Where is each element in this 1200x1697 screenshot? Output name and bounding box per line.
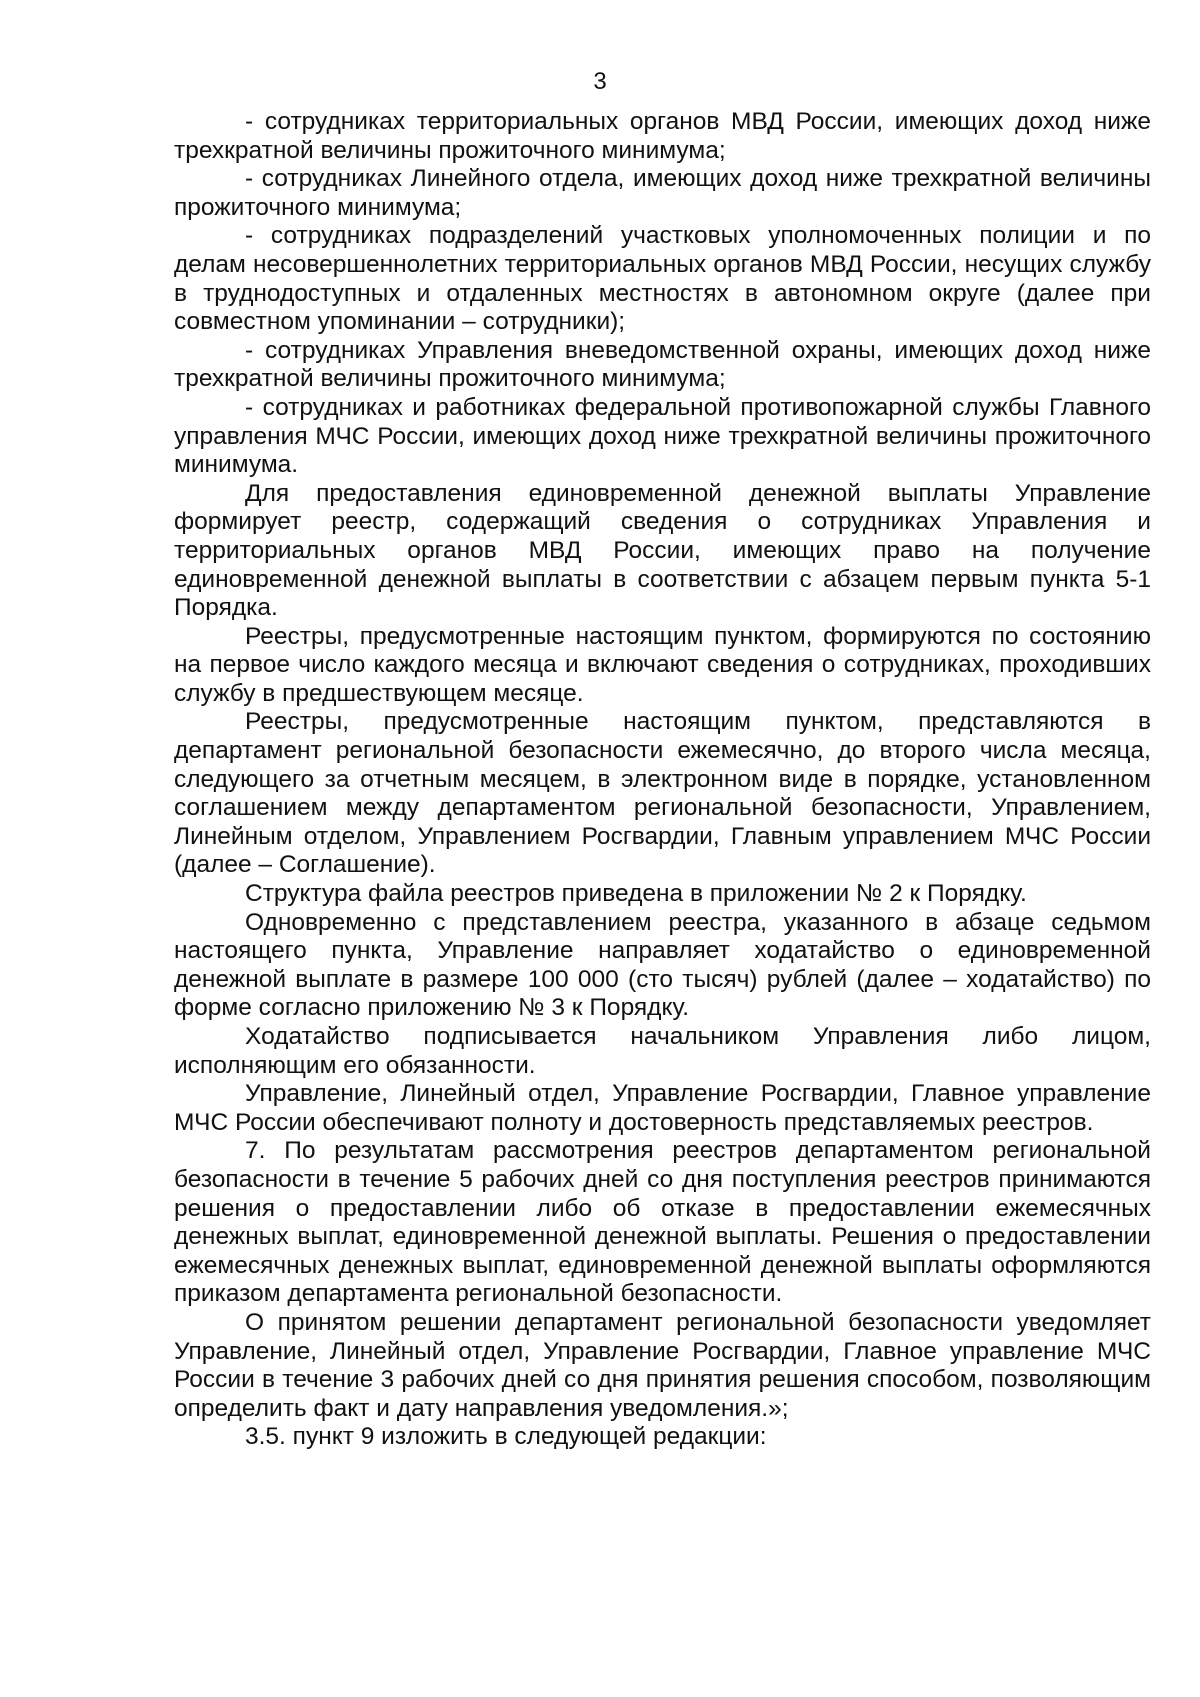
paragraph-12: Управление, Линейный отдел, Управление Росгвардии, Главное управление МЧС России обеспечивают полноту и достоверность представляемых реестров. — [174, 1080, 1151, 1136]
paragraph-14: О принятом решении департамент региональной безопасности уведомляет Управление, Линейный отдел, Управление Росгвардии, Главное управление МЧС России в течение 3 рабочих дней со дня принятия решения способом, позволяющим определить факт и дату направления уведомления.»; — [174, 1308, 1151, 1422]
paragraph-3: - сотрудниках подразделений участковых уполномоченных полиции и по делам несовершеннолетних территориальных органов МВД России, несущих службу в труднодоступных и отдаленных местностях в автономном округе (далее при совместном упоминании – сотрудники); — [174, 222, 1151, 336]
paragraph-1: - сотрудниках территориальных органов МВД России, имеющих доход ниже трехкратной величины прожиточного минимума; — [174, 108, 1151, 164]
paragraph-6: Для предоставления единовременной денежной выплаты Управление формирует реестр, содержащий сведения о сотрудниках Управления и территориальных органов МВД России, имеющих право на получение единовременной денежной выплаты в соответствии с абзацем первым пункта 5-1 Порядка. — [174, 479, 1151, 622]
paragraph-9: Структура файла реестров приведена в приложении № 2 к Порядку. — [245, 880, 1027, 908]
paragraph-7: Реестры, предусмотренные настоящим пунктом, формируются по состоянию на первое число каждого месяца и включают сведения о сотрудниках, проходивших службу в предшествующем месяце. — [174, 622, 1151, 707]
paragraph-10: Одновременно с представлением реестра, указанного в абзаце седьмом настоящего пункта, Управление направляет ходатайство о единовременной денежной выплате в размере 100 000 (сто тысяч) рублей (далее – ходатайство) по форме согласно приложению № 3 к Порядку. — [174, 908, 1151, 1022]
paragraph-8: Реестры, предусмотренные настоящим пунктом, представляются в департамент региональной безопасности ежемесячно, до второго числа месяца, следующего за отчетным месяцем, в электронном виде в порядке, установленном соглашением между департаментом региональной безопасности, Управлением, Линейным отделом, Управлением Росгвардии, Главным управлением МЧС России (далее – Соглашение). — [174, 708, 1151, 879]
paragraph-15: 3.5. пункт 9 изложить в следующей редакции: — [245, 1423, 767, 1451]
document-body — [174, 108, 1151, 1452]
paragraph-4: - сотрудниках Управления вневедомственной охраны, имеющих доход ниже трехкратной величины прожиточного минимума; — [174, 336, 1151, 393]
paragraph-13: 7. По результатам рассмотрения реестров департаментом региональной безопасности в течение 5 рабочих дней со дня поступления реестров принимаются решения о предоставлении либо об отказе в предоставлении ежемесячных денежных выплат, единовременной денежной выплаты. Решения о предоставлении ежемесячных денежных выплат, единовременной денежной выплаты оформляются приказом департамента региональной безопасности. — [174, 1137, 1151, 1308]
page-number: 3 — [593, 68, 607, 95]
paragraph-11: Ходатайство подписывается начальником Управления либо лицом, исполняющим его обязанности. — [174, 1023, 1151, 1079]
paragraph-5: - сотрудниках и работниках федеральной противопожарной службы Главного управления МЧС России, имеющих доход ниже трехкратной величины прожиточного минимума. — [174, 393, 1151, 479]
paragraph-2: - сотрудниках Линейного отдела, имеющих доход ниже трехкратной величины прожиточного минимума; — [174, 165, 1151, 221]
